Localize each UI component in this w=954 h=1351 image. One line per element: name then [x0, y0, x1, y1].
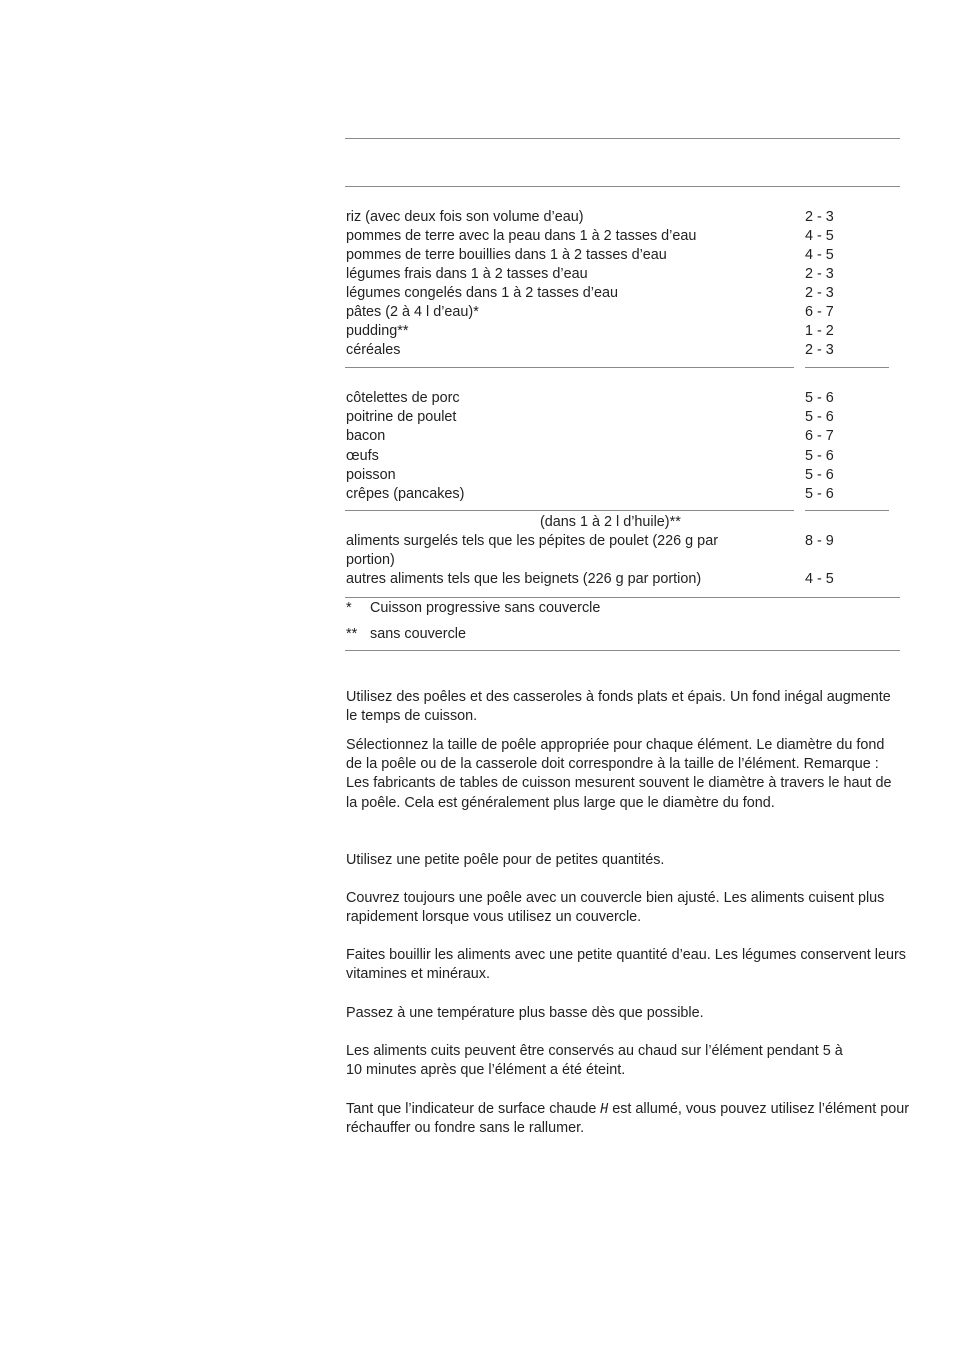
level-cell: 5 - 6 [805, 467, 834, 483]
footnote-top-rule [345, 597, 900, 598]
footnote-mark: * [346, 600, 352, 616]
level-cell: 2 - 3 [805, 209, 834, 225]
table-row [346, 303, 900, 322]
level-cell: 4 - 5 [805, 571, 834, 587]
level-cell: 8 - 9 [805, 533, 834, 549]
table-row [346, 447, 900, 466]
table-bottom-rule [345, 650, 900, 651]
food-cell: crêpes (pancakes) [346, 486, 465, 502]
tip-paragraph [346, 1042, 926, 1080]
table-row [346, 208, 900, 227]
table-row [346, 408, 900, 427]
table-row [346, 341, 900, 360]
tip-text: Tant que l’indicateur de surface chaude [346, 1101, 601, 1117]
level-cell: 5 - 6 [805, 448, 834, 464]
table-row [346, 485, 900, 504]
food-cell: céréales [346, 342, 401, 358]
table-row [346, 265, 900, 284]
food-cell: bacon [346, 428, 386, 444]
section-divider [345, 510, 794, 511]
level-cell: 2 - 3 [805, 266, 834, 282]
food-cell: poitrine de poulet [346, 409, 457, 425]
table-top-rule [345, 138, 900, 139]
footnote-mark: ** [346, 626, 358, 642]
tip-paragraph: Couvrez toujours une poêle avec un couvercle bien ajusté. Les aliments cuisent plus rapidement lorsque vous utilisez un couvercle. [346, 890, 885, 926]
food-cell: pommes de terre avec la peau dans 1 à 2 tasses d’eau [346, 228, 697, 244]
table-row [346, 466, 900, 485]
tip-paragraph: Utilisez une petite poêle pour de petites quantités. [346, 852, 665, 868]
section-divider [345, 367, 794, 368]
table-row [346, 246, 900, 265]
footnote-text: Cuisson progressive sans couvercle [370, 600, 601, 616]
table-row [346, 322, 900, 341]
level-cell: 4 - 5 [805, 228, 834, 244]
food-cell: pommes de terre bouillies dans 1 à 2 tasses d’eau [346, 247, 667, 263]
table-row [346, 570, 900, 589]
tip-paragraph: Sélectionnez la taille de poêle appropriée pour chaque élément. Le diamètre du fond de la poêle ou de la casserole doit correspondre à la taille de l’élément. Remarque : Les fabricants de tables de cuisson mesurent souvent le diamètre à travers le haut de la poêle. Cela est généralement plus large que le diamètre du fond. [346, 737, 892, 811]
section-subheader: (dans 1 à 2 l d’huile)** [540, 514, 681, 530]
table-header-rule [345, 186, 900, 187]
level-cell: 5 - 6 [805, 409, 834, 425]
table-row [346, 284, 900, 303]
table-row [346, 389, 900, 408]
level-cell: 1 - 2 [805, 323, 834, 339]
section-divider [805, 510, 889, 511]
tip-paragraph: Utilisez des poêles et des casseroles à fonds plats et épais. Un fond inégal augmente le temps de cuisson. [346, 689, 891, 725]
level-cell: 2 - 3 [805, 285, 834, 301]
hot-surface-indicator-icon: H [600, 1102, 609, 1117]
food-cell: légumes frais dans 1 à 2 tasses d’eau [346, 266, 588, 282]
footnote [346, 625, 466, 644]
table-row [346, 427, 900, 446]
food-cell: autres aliments tels que les beignets (226 g par portion) [346, 571, 702, 587]
food-cell: pudding** [346, 323, 409, 339]
tip-paragraph [346, 1100, 926, 1138]
food-cell: riz (avec deux fois son volume d’eau) [346, 209, 584, 225]
tip-line: Les aliments cuits peuvent être conservés au chaud sur l’élément pendant 5 à [346, 1043, 843, 1059]
food-cell: poisson [346, 467, 396, 483]
section-divider [805, 367, 889, 368]
level-cell: 5 - 6 [805, 390, 834, 406]
level-cell: 5 - 6 [805, 486, 834, 502]
footnote [346, 599, 600, 618]
level-cell: 6 - 7 [805, 428, 834, 444]
level-cell: 2 - 3 [805, 342, 834, 358]
table-row [346, 532, 900, 570]
footnote-text: sans couvercle [370, 626, 466, 642]
table-row [346, 227, 900, 246]
food-cell: œufs [346, 448, 379, 464]
tip-text: est allumé, vous pouvez utilisez l’élément pour réchauffer ou fondre sans le rallumer. [346, 1101, 909, 1137]
tip-paragraph: Faites bouillir les aliments avec une petite quantité d’eau. Les légumes conservent leurs vitamines et minéraux. [346, 947, 906, 983]
tip-line: 10 minutes après que l’élément a été éteint. [346, 1062, 626, 1079]
level-cell: 4 - 5 [805, 247, 834, 263]
food-cell: pâtes (2 à 4 l d’eau)* [346, 304, 479, 320]
level-cell: 6 - 7 [805, 304, 834, 320]
tip-paragraph: Passez à une température plus basse dès que possible. [346, 1005, 704, 1021]
food-cell: légumes congelés dans 1 à 2 tasses d’eau [346, 285, 619, 301]
food-cell: aliments surgelés tels que les pépites de poulet (226 g par portion) [346, 533, 718, 569]
food-cell: côtelettes de porc [346, 390, 460, 406]
